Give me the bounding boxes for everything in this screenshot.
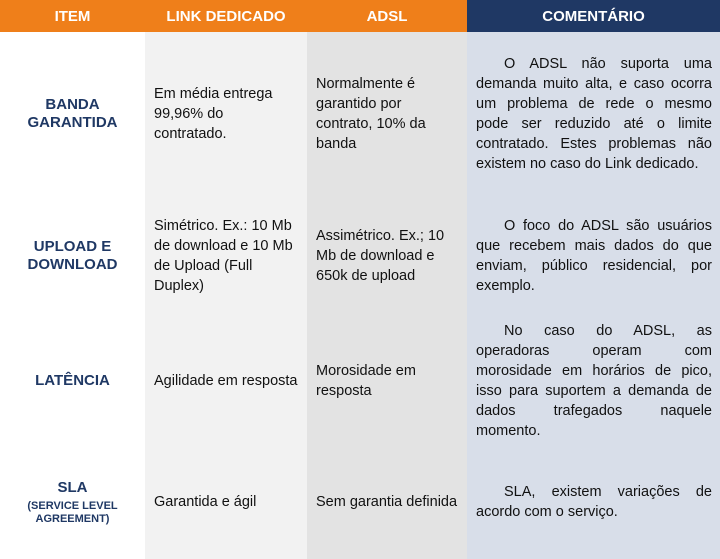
row-latencia-adsl	[307, 316, 467, 445]
item-label-block	[35, 372, 110, 390]
row-upload-download-adsl	[307, 196, 467, 316]
item-title: UPLOAD E DOWNLOAD	[27, 238, 118, 273]
header-item: ITEM	[0, 0, 145, 32]
comment-text: SLA, existem variações de acordo com o serviço.	[476, 484, 712, 520]
item-subtitle: (SERVICE LEVEL AGREEMENT)	[27, 499, 118, 525]
row-banda-garantida-comment	[467, 32, 720, 196]
item-label-block	[23, 96, 123, 132]
comment-text: O ADSL não suporta uma demanda muito alta, e caso ocorra um problema de rede o mesmo pode ser reduzido até o limite contratado. Estes problemas não existem no caso do Link dedicado.	[476, 56, 712, 172]
link-text: Em média entrega 99,96% do contratado.	[154, 86, 273, 142]
item-label-block	[13, 479, 133, 526]
link-text: Garantida e ágil	[154, 494, 257, 510]
row-sla-comment	[467, 445, 720, 559]
adsl-text: Morosidade em resposta	[316, 362, 416, 399]
header-link-dedicado: LINK DEDICADO	[145, 0, 307, 32]
link-text: Agilidade em resposta	[154, 372, 298, 389]
row-latencia-item	[0, 316, 145, 445]
item-label-block	[18, 238, 128, 274]
item-title: BANDA GARANTIDA	[27, 96, 118, 131]
row-banda-garantida-adsl	[307, 32, 467, 196]
row-banda-garantida-item	[0, 32, 145, 196]
row-sla-adsl	[307, 445, 467, 559]
row-upload-download-item	[0, 196, 145, 316]
row-upload-download-link	[145, 196, 307, 316]
link-text: Simétrico. Ex.: 10 Mb de download e 10 Mb de Upload (Full Duplex)	[154, 218, 293, 294]
comment-text: O foco do ADSL são usuários que recebem mais dados do que enviam, público residencial, por exemplo.	[476, 218, 712, 294]
adsl-text: Normalmente é garantido por contrato, 10% da banda	[316, 76, 426, 152]
item-title: SLA	[57, 478, 88, 496]
row-upload-download-comment	[467, 196, 720, 316]
header-comentario: COMENTÁRIO	[467, 0, 720, 32]
row-sla-item	[0, 445, 145, 559]
comment-text: No caso do ADSL, as operadoras operam com morosidade em horários de pico, isso para suportem a demanda de dados trafegados naquele momento.	[476, 322, 712, 439]
row-sla-link	[145, 445, 307, 559]
row-latencia-comment	[467, 316, 720, 445]
adsl-text: Assimétrico. Ex.; 10 Mb de download e 650k de upload	[316, 228, 445, 284]
adsl-text: Sem garantia definida	[316, 494, 458, 510]
header-adsl: ADSL	[307, 0, 467, 32]
row-latencia-link	[145, 316, 307, 445]
row-banda-garantida-link	[145, 32, 307, 196]
item-title: LATÊNCIA	[35, 371, 110, 389]
